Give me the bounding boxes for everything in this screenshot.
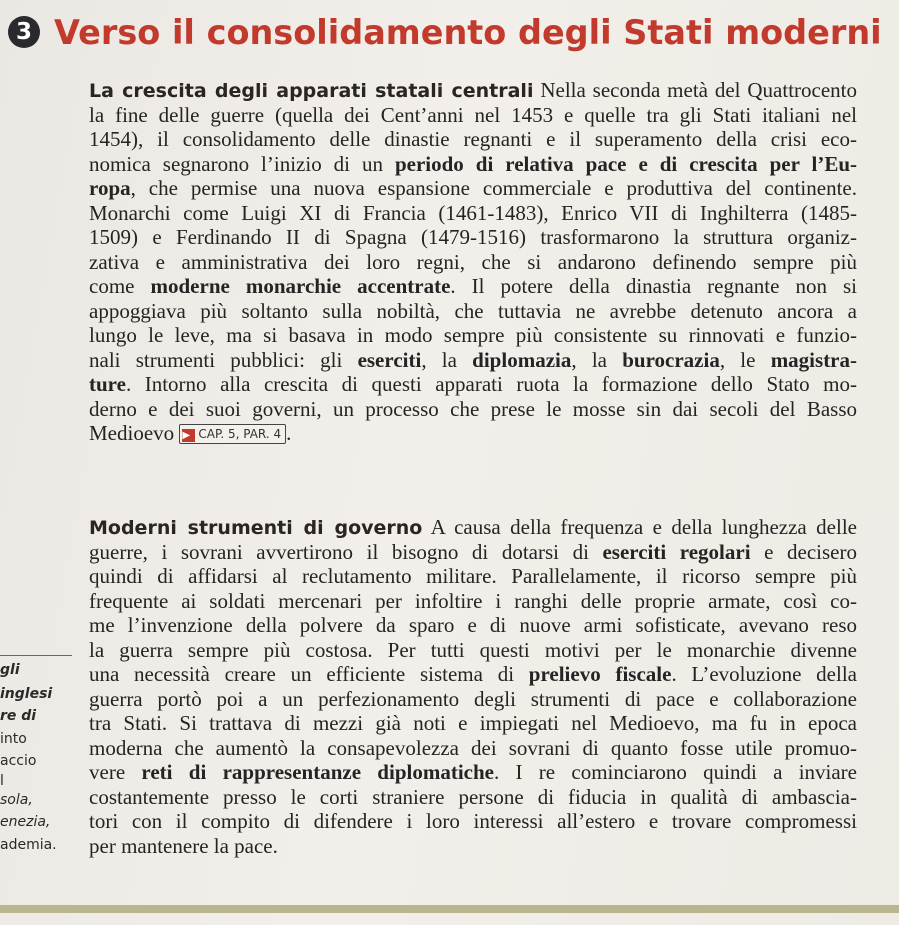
text-line: moderna che aumentò la consapevolezza dei sovrani di quanto fosse utile promuo- (89, 735, 857, 760)
text-line (89, 662, 857, 687)
text-line: lungo le leve, ma si basava in modo sempre più consistente su rinnovati e funzio- (89, 323, 857, 347)
keyword: burocrazia (622, 347, 720, 372)
margin-note: inglesi (0, 686, 53, 702)
keyword: prelievo fiscale (528, 662, 672, 686)
text: Nella seconda metà del Quattrocento (533, 78, 858, 102)
text: , la (421, 347, 473, 372)
text: guerre, i sovrani avvertirono il bisogno di dotarsi di (89, 539, 603, 564)
text-line: appoggiava più soltanto sulla nobiltà, che tuttavia ne avrebbe detenuto ancora a (89, 298, 857, 323)
text-line (89, 274, 857, 299)
margin-note: l (0, 773, 4, 789)
margin-note: ademia. (0, 837, 57, 853)
text: e decisero (750, 539, 857, 564)
text-line (89, 78, 857, 103)
text-line: la guerra sempre più costosa. Per tutti questi motivi per le monarchie divenne (89, 637, 857, 662)
keyword: moderne monarchie accentrate (150, 274, 451, 298)
margin-note: sola, (0, 792, 33, 808)
keyword: periodo di relativa pace e di crescita per l’Eu- (394, 151, 858, 176)
text-line: Monarchi come Luigi XI di Francia (1461-1483), Enrico VII di Inghilterra (1485- (89, 200, 857, 225)
keyword: magistra- (770, 347, 857, 372)
text-line: la fine delle guerre (quella dei Cent’anni nel 1453 e quelle tra gli Stati italiani nel (89, 102, 857, 127)
text: . Intorno alla crescita di questi apparati ruota la formazione dello Stato mo- (125, 372, 857, 396)
margin-note: accio (0, 753, 37, 769)
text-line (89, 176, 857, 201)
margin-note: into (0, 731, 27, 747)
text-line: derno e dei suoi governi, un processo che prese le mosse sin dai secoli del Basso (89, 396, 857, 421)
text: , che permise una nuova espansione commerciale e produttiva del continente. (130, 176, 857, 200)
text-line (89, 421, 857, 446)
keyword: reti di rappresentanze diplomatiche (141, 760, 494, 784)
text-line: 1454), il consolidamento delle dinastie regnanti e il superamento della crisi eco- (89, 127, 857, 151)
text-line (89, 515, 857, 540)
text-line: 1509) e Ferdinando II di Spagna (1479-1516) trasformarono la struttura organiz- (89, 225, 857, 249)
text: una necessità creare un efficiente sistema di (89, 662, 529, 686)
text-line (89, 152, 857, 177)
keyword: ropa (89, 176, 131, 200)
text: nali strumenti pubblici: gli (89, 347, 358, 372)
keyword: eserciti regolari (602, 539, 751, 564)
margin-note: gli (0, 662, 20, 678)
margin-note: re di (0, 708, 37, 724)
text-line (89, 348, 857, 373)
text-line: guerra portò poi a un perfezionamento degli strumenti di pace e collaborazione (89, 686, 857, 711)
text: , la (571, 347, 623, 372)
text: . (286, 421, 292, 445)
text: nomica segnarono l’inizio di un (89, 151, 395, 176)
paragraph-crescita (89, 78, 857, 446)
section-title (8, 2, 893, 62)
cross-reference-label: CAP. 5, PAR. 4 (198, 427, 282, 441)
page-bottom-band (0, 905, 899, 913)
text-line (89, 540, 857, 565)
margin-note: enezia, (0, 814, 51, 830)
text-line (89, 372, 857, 397)
margin-divider (0, 655, 72, 656)
text-line: tori con il compito di difendere i loro interessi all’estero e trovare compromessi (89, 809, 857, 833)
arrow-right-icon: ▶ (182, 429, 195, 442)
paragraph-strumenti (89, 515, 857, 858)
keyword: eserciti (357, 347, 422, 372)
cross-reference-link[interactable] (179, 424, 286, 444)
text-line: costantemente presso le corti straniere persone di fiducia in qualità di ambascia- (89, 784, 857, 809)
text-line (89, 760, 857, 785)
text-line: quindi di affidarsi al reclutamento militare. Parallelamente, il ricorso sempre più (89, 564, 857, 588)
paragraph-heading: La crescita degli apparati statali centrali (89, 80, 534, 102)
text: come (89, 274, 151, 298)
text-line: frequente ai soldati mercenari per infoltire i ranghi delle proprie armate, così co- (89, 588, 857, 613)
text: . Il potere della dinastia regnante non si (450, 274, 857, 298)
text-line: me l’invenzione della polvere da sparo e di nuove armi sofisticate, avevano reso (89, 613, 857, 637)
text: Medioevo (89, 421, 180, 445)
text: vere (89, 760, 142, 784)
keyword: diplomazia (472, 347, 572, 372)
text: A causa della frequenza e della lunghezza delle (422, 515, 857, 539)
text-line: zativa e amministrativa dei loro regni, che si andarono definendo sempre più (89, 249, 857, 274)
keyword: ture (89, 372, 126, 396)
text: , le (719, 347, 771, 372)
text-line: per mantenere la pace. (89, 833, 278, 858)
section-title-text: Verso il consolidamento degli Stati moderni (54, 12, 882, 52)
section-number-badge: 3 (8, 16, 40, 48)
text-line: tra Stati. Si trattava di mezzi già noti e impiegati nel Medioevo, ma fu in epoca (89, 711, 857, 735)
paragraph-heading: Moderni strumenti di governo (89, 517, 423, 539)
text: . I re cominciarono quindi a inviare (493, 760, 858, 784)
text: . L’evoluzione della (671, 662, 857, 686)
